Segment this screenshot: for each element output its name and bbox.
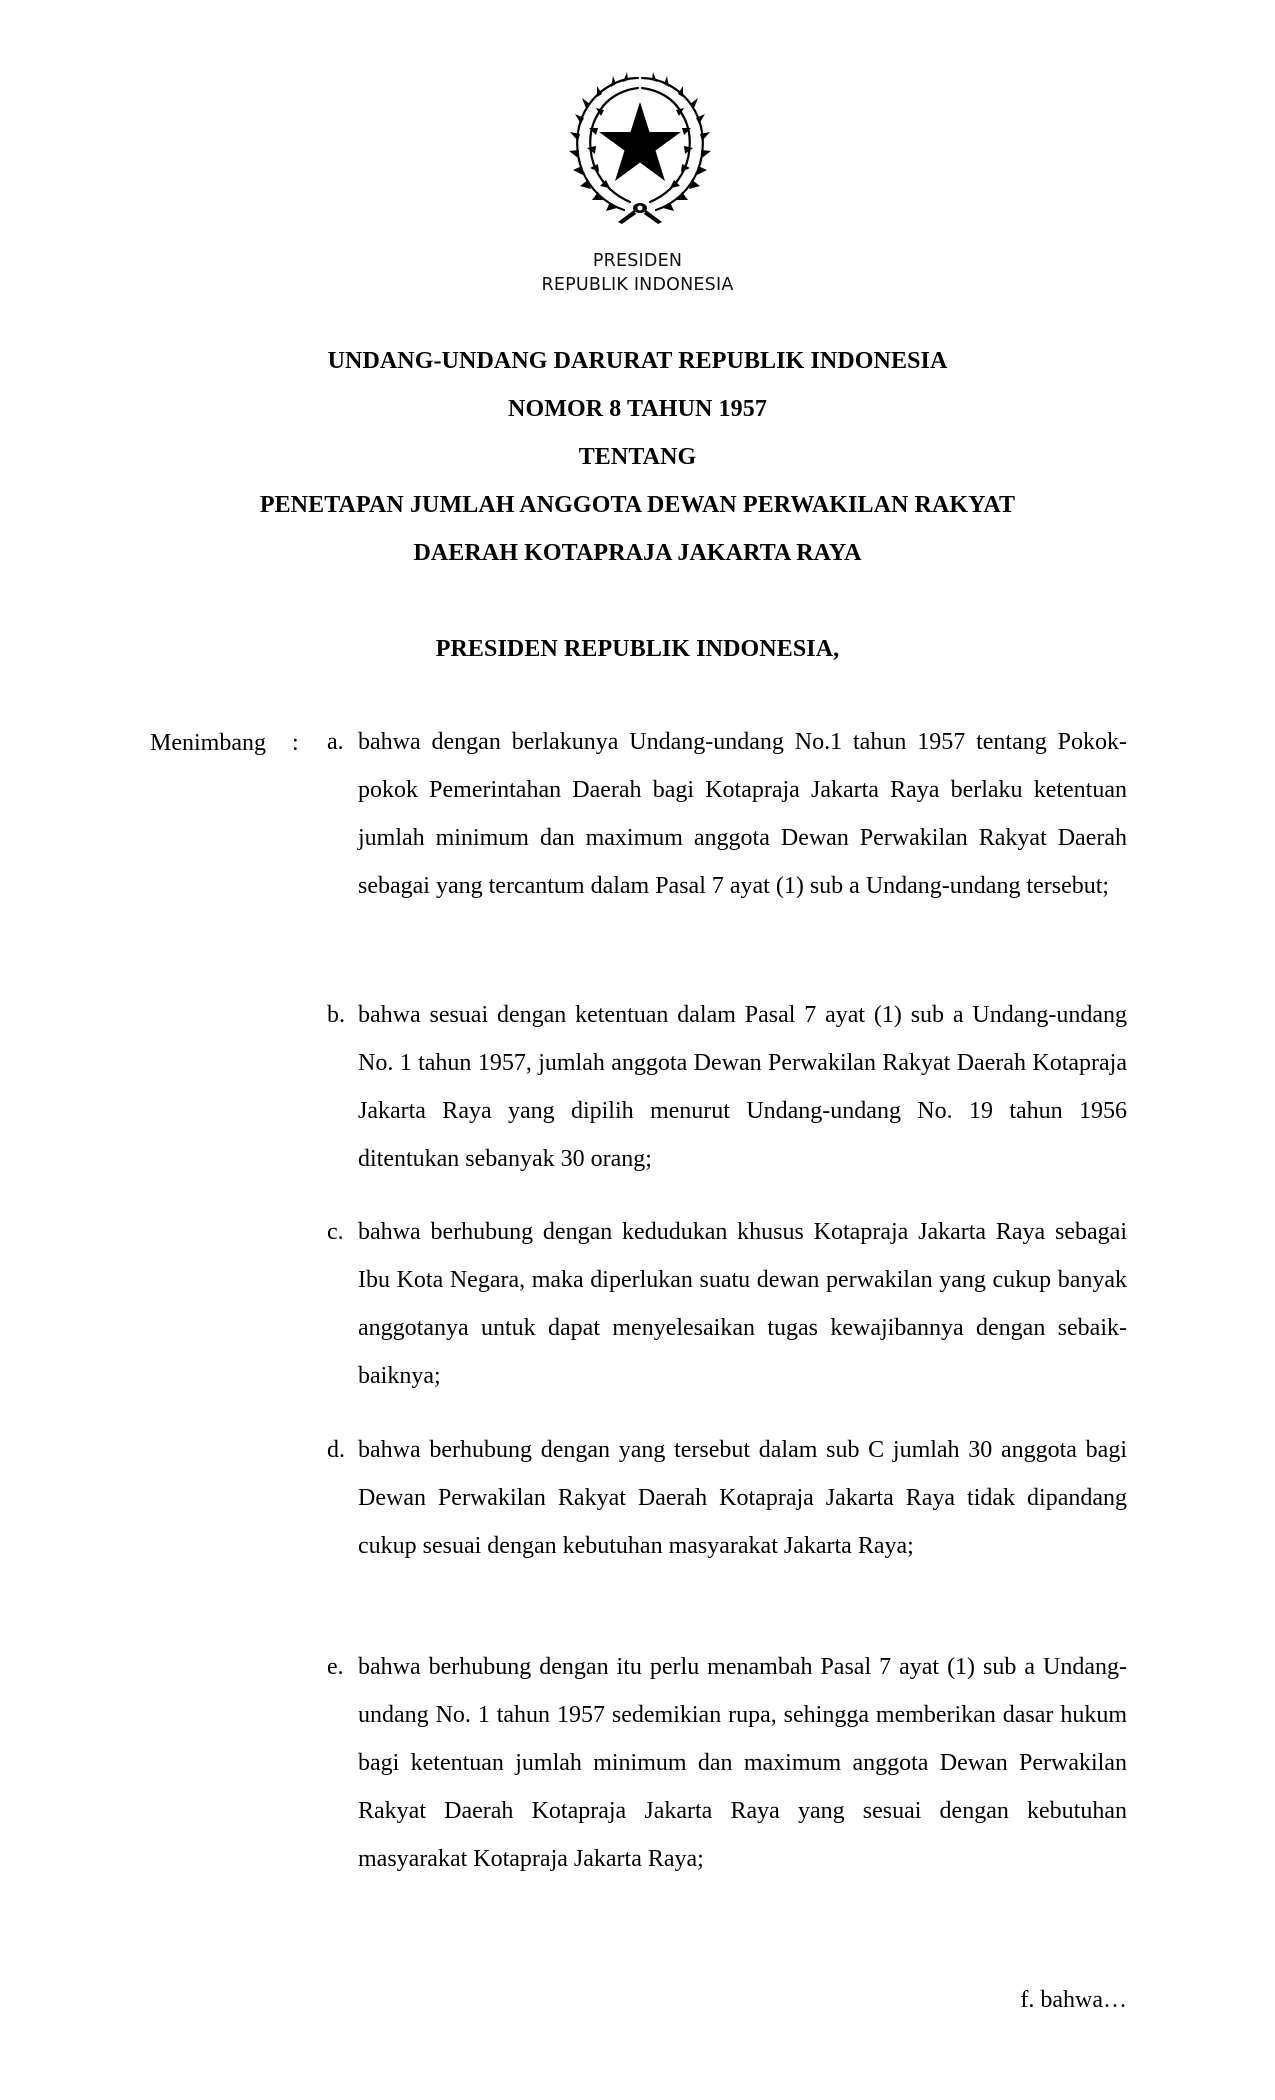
title-law-type: UNDANG-UNDANG DARURAT REPUBLIK INDONESIA bbox=[327, 348, 948, 374]
star-wreath-emblem-icon bbox=[560, 66, 720, 236]
consideration-item-b bbox=[327, 991, 1127, 1183]
consideration-item-c bbox=[327, 1208, 1127, 1400]
letterhead-line-2: REPUBLIK INDONESIA bbox=[541, 275, 734, 295]
item-marker: e. bbox=[327, 1654, 344, 1680]
item-text: bahwa berhubung dengan yang tersebut dalam sub C jumlah 30 anggota bagi Dewan Perwakilan Rakyat Daerah Kotapraja Jakarta Raya tidak dipandang cukup sesuai dengan kebutuhan masyarakat Jakarta Raya; bbox=[358, 1437, 1127, 1559]
letterhead-line-1: PRESIDEN bbox=[592, 251, 683, 271]
title-law-number: NOMOR 8 TAHUN 1957 bbox=[508, 396, 767, 422]
consideration-item-a bbox=[327, 718, 1127, 910]
item-marker: a. bbox=[327, 729, 344, 755]
consideration-item-e bbox=[327, 1643, 1127, 1883]
item-text: bahwa sesuai dengan ketentuan dalam Pasal 7 ayat (1) sub a Undang-undang No. 1 tahun 1957, jumlah anggota Dewan Perwakilan Rakyat Daerah Kotapraja Jakarta Raya yang dipilih menurut Undang-undang No. 19 tahun 1956 ditentukan sebanyak 30 orang; bbox=[358, 1002, 1127, 1172]
title-subject-line-1: PENETAPAN JUMLAH ANGGOTA DEWAN PERWAKILAN RAKYAT bbox=[259, 492, 1016, 518]
page-continuation-note: f. bahwa… bbox=[1020, 1987, 1127, 2013]
consideration-item-d bbox=[327, 1426, 1127, 1570]
considerations-colon: : bbox=[292, 730, 299, 756]
item-marker: d. bbox=[327, 1437, 345, 1463]
considerations-label: Menimbang bbox=[150, 730, 266, 756]
title-subject-line-2: DAERAH KOTAPRAJA JAKARTA RAYA bbox=[413, 540, 862, 566]
item-text: bahwa berhubung dengan kedudukan khusus Kotapraja Jakarta Raya sebagai Ibu Kota Negara, maka diperlukan suatu dewan perwakilan yang cukup banyak anggotanya untuk dapat menyelesaikan tugas kewajibannya dengan sebaik-baiknya; bbox=[358, 1219, 1127, 1389]
presidential-emblem bbox=[560, 66, 720, 236]
item-text: bahwa dengan berlakunya Undang-undang No.1 tahun 1957 tentang Pokok-pokok Pemerintahan Daerah bagi Kotapraja Jakarta Raya berlaku ketentuan jumlah minimum dan maximum anggota Dewan Perwakilan Rakyat Daerah sebagai yang tercantum dalam Pasal 7 ayat (1) sub a Undang-undang tersebut; bbox=[358, 729, 1127, 899]
item-marker: b. bbox=[327, 1002, 345, 1028]
issuer-heading: PRESIDEN REPUBLIK INDONESIA, bbox=[435, 636, 840, 662]
item-text: bahwa berhubung dengan itu perlu menambah Pasal 7 ayat (1) sub a Undang-undang No. 1 tahun 1957 sedemikian rupa, sehingga memberikan dasar hukum bagi ketentuan jumlah minimum dan maximum anggota Dewan Perwakilan Rakyat Daerah Kotapraja Jakarta Raya yang sesuai dengan kebutuhan masyarakat Kotapraja Jakarta Raya; bbox=[358, 1654, 1127, 1872]
item-marker: c. bbox=[327, 1219, 344, 1245]
title-about: TENTANG bbox=[578, 444, 697, 470]
